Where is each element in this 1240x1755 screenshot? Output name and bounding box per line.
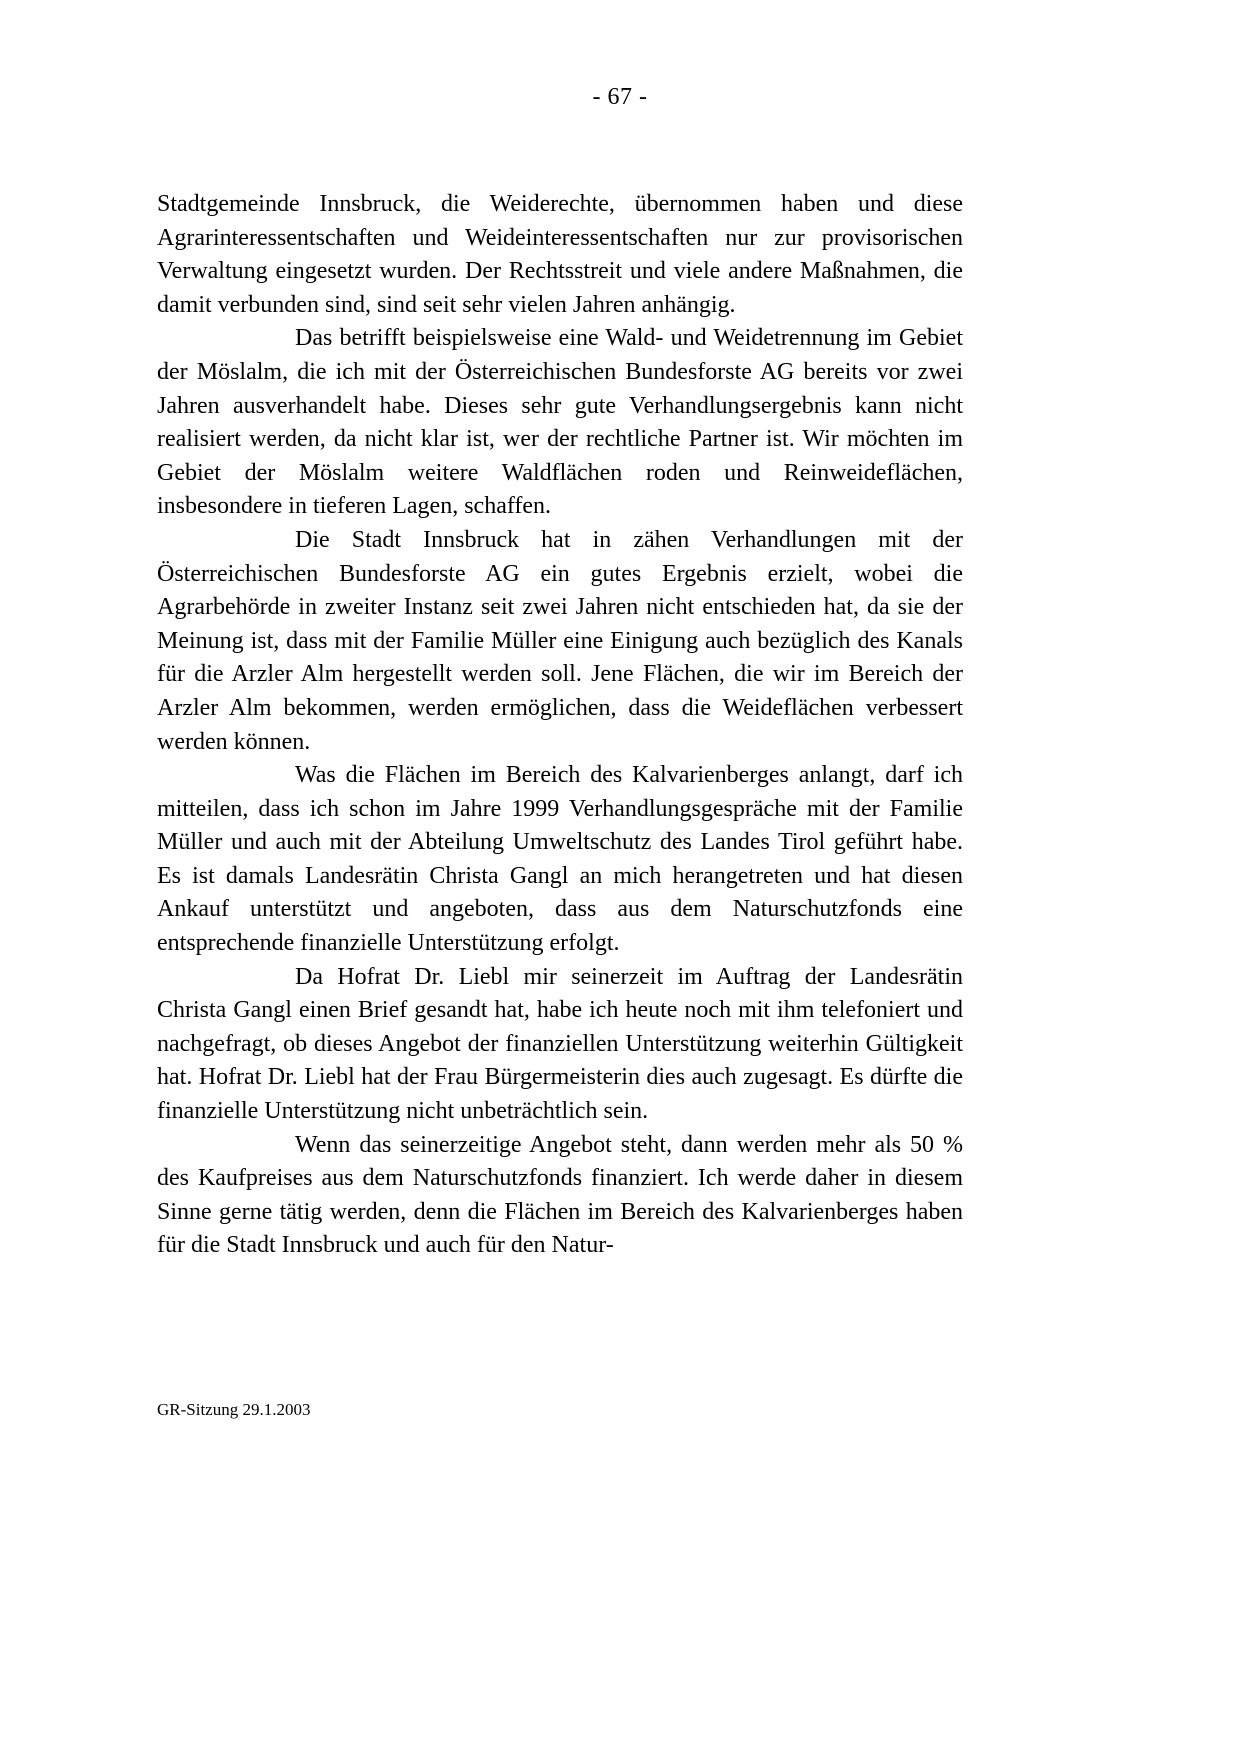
footer-text: GR-Sitzung 29.1.2003	[157, 1400, 311, 1419]
paragraph: Da Hofrat Dr. Liebl mir seinerzeit im Auftrag der Landesrätin Christa Gangl einen Brief gesandt hat, habe ich heute noch mit ihm telefoniert und nachgefragt, ob dieses Angebot der finanziellen Unterstützung weiterhin Gültigkeit hat. Hofrat Dr. Liebl hat der Frau Bürgermeisterin dies auch zugesagt. Es dürfte die finanzielle Unterstützung nicht unbeträchtlich sein.	[157, 963, 963, 1125]
paragraph: Die Stadt Innsbruck hat in zähen Verhandlungen mit der Österreichischen Bundesforste AG ein gutes Ergebnis erzielt, wobei die Agrarbehörde in zweiter Instanz seit zwei Jahren nicht entschieden hat, da sie der Meinung ist, dass mit der Familie Müller eine Einigung auch bezüglich des Kanals für die Arzler Alm hergestellt werden soll. Jene Flächen, die wir im Bereich der Arzler Alm bekommen, werden ermöglichen, dass die Weideflächen verbessert werden können.	[157, 526, 963, 755]
page-number: - 67 -	[592, 84, 648, 110]
paragraph: Wenn das seinerzeitige Angebot steht, dann werden mehr als 50 % des Kaufpreises aus dem Naturschutzfonds finanziert. Ich werde daher in diesem Sinne gerne tätig werden, denn die Flächen im Bereich des Kalvarienberges haben für die Stadt Innsbruck und auch für den Natur-	[157, 1131, 963, 1259]
paragraph: Stadtgemeinde Innsbruck, die Weiderechte, übernommen haben und diese Agrarinteressentschaften und Weideinteressentschaften nur zur provisorischen Verwaltung eingesetzt wurden. Der Rechtsstreit und viele andere Maßnahmen, die damit verbunden sind, sind seit sehr vielen Jahren anhängig.	[157, 191, 963, 318]
paragraph: Das betrifft beispielsweise eine Wald- und Weidetrennung im Gebiet der Möslalm, die ich mit der Österreichischen Bundesforste AG bereits vor zwei Jahren ausverhandelt habe. Dieses sehr gute Verhandlungsergebnis kann nicht realisiert werden, da nicht klar ist, wer der rechtliche Partner ist. Wir möchten im Gebiet der Möslalm weitere Waldflächen roden und Reinweideflächen, insbesondere in tieferen Lagen, schaffen.	[157, 325, 963, 520]
paragraph: Was die Flächen im Bereich des Kalvarienberges anlangt, darf ich mitteilen, dass ich schon im Jahre 1999 Verhandlungsgespräche mit der Familie Müller und auch mit der Abteilung Umweltschutz des Landes Tirol geführt habe. Es ist damals Landesrätin Christa Gangl an mich herangetreten und hat diesen Ankauf unterstützt und angeboten, dass aus dem Naturschutzfonds eine entsprechende finanzielle Unterstützung erfolgt.	[157, 762, 963, 957]
page-body-text	[157, 188, 963, 1263]
